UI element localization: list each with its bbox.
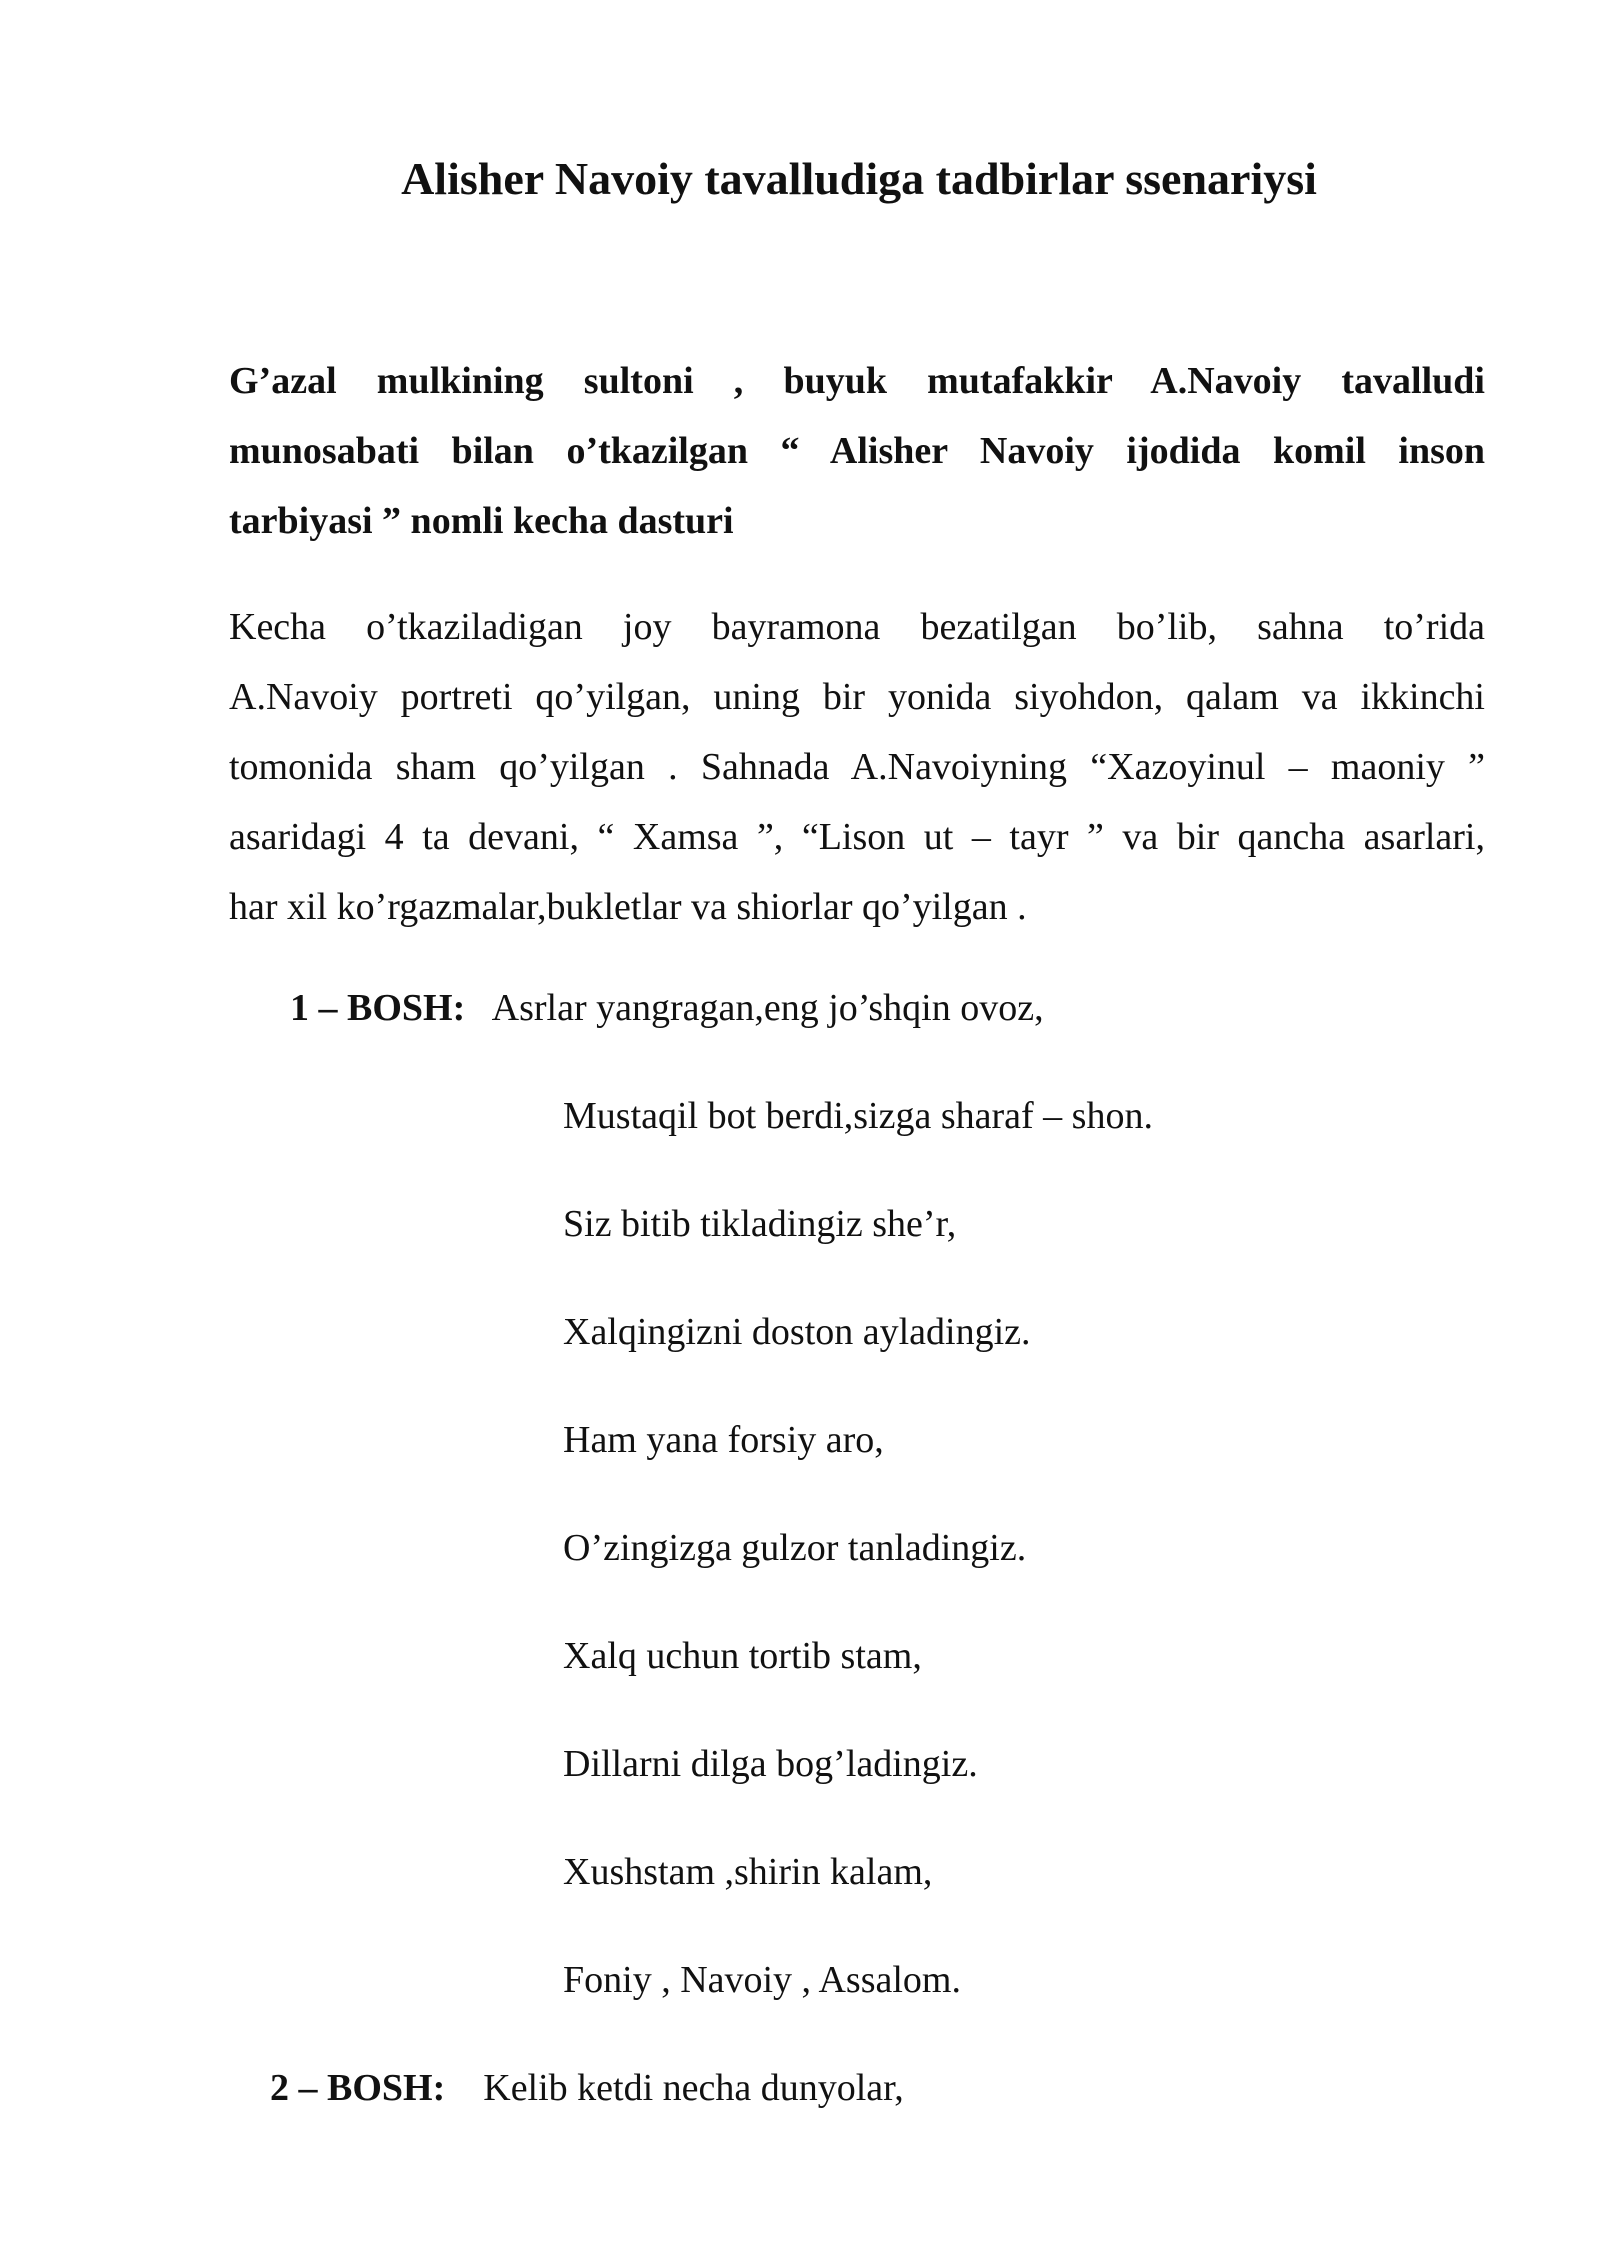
verse-line: Dillarni dilga bog’ladingiz. [563,1743,978,1785]
intro-line: Kecha o’tkaziladigan joy bayramona bezatilgan bo’lib, sahna to’rida [229,606,1485,648]
document-title: Alisher Navoiy tavalludiga tadbirlar ssenariysi [401,153,1317,204]
speaker-1-label: 1 – BOSH: [290,987,466,1029]
subtitle-line: G’azal mulkining sultoni , buyuk mutafakkir A.Navoiy tavalludi [229,360,1485,402]
intro-line: har xil ko’rgazmalar,bukletlar va shiorlar qo’yilgan . [229,886,1027,928]
intro-paragraph [229,592,1485,942]
verse-line: O’zingizga gulzor tanladingiz. [563,1527,1027,1569]
verse-line: Kelib ketdi necha dunyolar, [483,2067,904,2109]
verse-line: Foniy , Navoiy , Assalom. [563,1959,961,2001]
verse-line: Xushstam ,shirin kalam, [563,1851,933,1893]
verse-line: Xalq uchun tortib stam, [563,1635,922,1677]
verse-line: Siz bitib tikladingiz she’r, [563,1203,957,1245]
intro-line: tomonida sham qo’yilgan . Sahnada A.Navoiyning “Xazoyinul – maoniy ” [229,746,1485,788]
program-subtitle [229,346,1485,556]
verse-line: Xalqingizni doston ayladingiz. [563,1311,1031,1353]
speaker-2-line [270,2053,904,2123]
verse-line: Asrlar yangragan,eng jo’shqin ovoz, [491,987,1044,1029]
speaker-1-line [290,973,1044,1043]
intro-line: asaridagi 4 ta devani, “ Xamsa ”, “Lison ut – tayr ” va bir qancha asarlari, [229,816,1485,858]
subtitle-line: munosabati bilan o’tkazilgan “ Alisher Navoiy ijodida komil inson [229,430,1485,472]
verse-line: Ham yana forsiy aro, [563,1419,884,1461]
subtitle-line: tarbiyasi ” nomli kecha dasturi [229,500,734,542]
verse-line: Mustaqil bot berdi,sizga sharaf – shon. [563,1095,1153,1137]
speaker-2-label: 2 – BOSH: [270,2067,446,2109]
intro-line: A.Navoiy portreti qo’yilgan, uning bir yonida siyohdon, qalam va ikkinchi [229,676,1485,718]
